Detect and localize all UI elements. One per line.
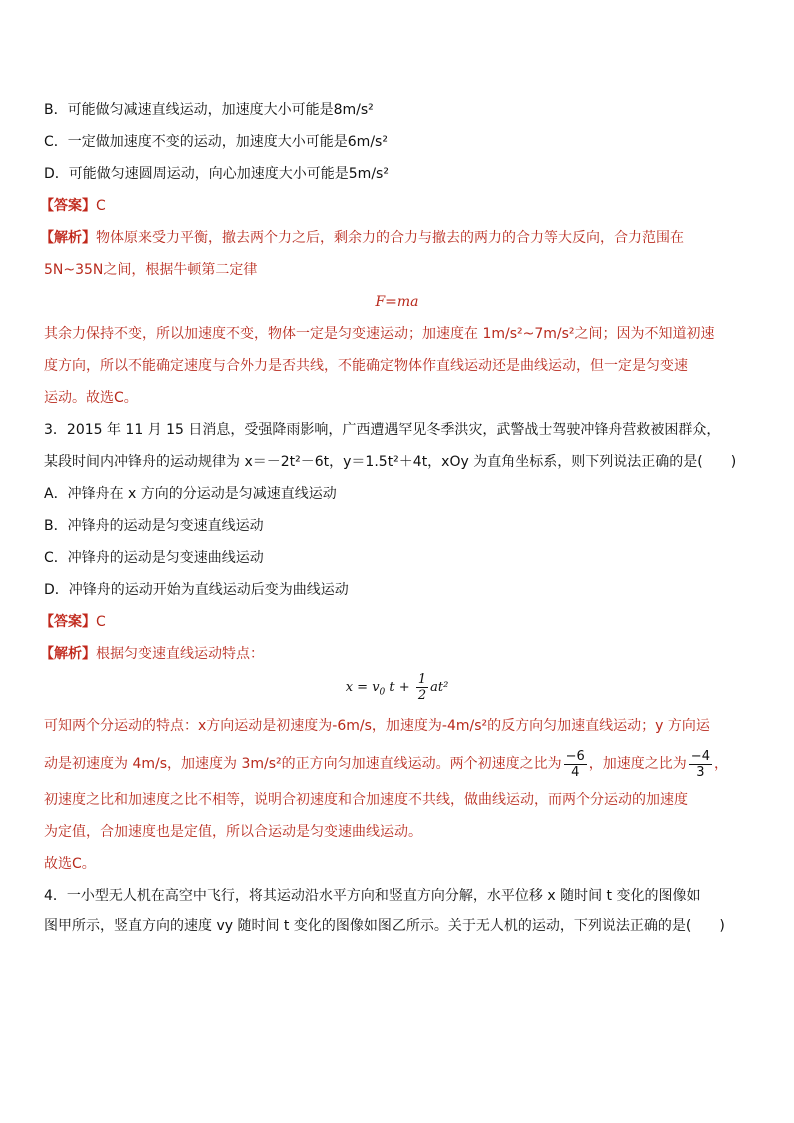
ratio-denominator: 3 bbox=[696, 764, 705, 780]
formula-right: at² bbox=[430, 680, 449, 695]
q3-option-c: C．冲锋舟的运动是匀变速曲线运动 bbox=[44, 550, 264, 566]
q4-stem-line-2: 图甲所示，竖直方向的速度 vy 随时间 t 变化的图像如图乙所示。关于无人机的运动，下列说法正确的是( ) bbox=[44, 918, 725, 934]
q2-option-d: D．可能做匀速圆周运动，向心加速度大小可能是5m/s² bbox=[44, 166, 389, 182]
answer-value: C bbox=[96, 614, 106, 630]
answer-value: C bbox=[96, 198, 106, 214]
answer-tag: 【答案】 bbox=[40, 614, 96, 630]
analysis-tag: 【解析】 bbox=[40, 646, 96, 662]
q4-stem-line-1: 4．一小型无人机在高空中飞行，将其运动沿水平方向和竖直方向分解，水平位移 x 随时间 t 变化的图像如 bbox=[44, 888, 701, 904]
ratio-denominator: 4 bbox=[571, 764, 580, 780]
analysis-text: 动是初速度为 4m/s，加速度为 3m/s²的正方向匀加速直线运动。两个初速度之比为 bbox=[44, 756, 562, 772]
ratio-numerator: −6 bbox=[565, 748, 585, 764]
q3-analysis-line-2: 可知两个分运动的特点：x方向运动是初速度为-6m/s，加速度为-4m/s²的反方向匀加速直线运动；y 方向运 bbox=[44, 718, 710, 734]
formula-left: x = v bbox=[345, 680, 380, 695]
fraction-numerator: 1 bbox=[417, 672, 427, 687]
fraction-denominator: 2 bbox=[417, 688, 427, 703]
q3-analysis-line-5: 为定值，合加速度也是定值，所以合运动是匀变速曲线运动。 bbox=[44, 824, 422, 840]
q3-analysis-line-6: 故选C。 bbox=[44, 856, 96, 872]
q2-formula: F=ma bbox=[375, 294, 419, 310]
q3-option-d: D．冲锋舟的运动开始为直线运动后变为曲线运动 bbox=[44, 582, 349, 598]
q3-kinematics-formula bbox=[0, 672, 794, 703]
formula-mid: t + bbox=[389, 680, 410, 695]
q3-option-a: A．冲锋舟在 x 方向的分运动是匀减速直线运动 bbox=[44, 486, 337, 502]
analysis-tag: 【解析】 bbox=[40, 230, 96, 246]
q2-answer bbox=[40, 196, 106, 216]
q2-analysis-line-3: 其余力保持不变，所以加速度不变，物体一定是匀变速运动；加速度在 1m/s²~7m/s²之间；因为不知道初速 bbox=[44, 326, 715, 342]
q2-option-b: B．可能做匀减速直线运动，加速度大小可能是8m/s² bbox=[44, 102, 374, 118]
ratio-numerator: −4 bbox=[690, 748, 710, 764]
q3-stem-line-2: 某段时间内冲锋舟的运动规律为 x＝－2t²－6t，y＝1.5t²＋4t，xOy 为直角坐标系，则下列说法正确的是( ) bbox=[44, 454, 737, 470]
formula-subscript: 0 bbox=[379, 687, 386, 698]
q2-option-c: C．一定做加速度不变的运动，加速度大小可能是6m/s² bbox=[44, 134, 388, 150]
acceleration-ratio bbox=[689, 749, 712, 780]
analysis-text: ，加速度之比为 bbox=[588, 756, 687, 772]
q3-analysis-line-1 bbox=[40, 644, 264, 664]
q3-stem-line-1: 3．2015 年 11 月 15 日消息，受强降雨影响，广西遭遇罕见冬季洪灾，武警战士驾驶冲锋舟营救被困群众， bbox=[44, 422, 721, 438]
analysis-text: 根据匀变速直线运动特点： bbox=[96, 646, 264, 662]
q2-analysis-line-5: 运动。故选C。 bbox=[44, 390, 138, 406]
initial-velocity-ratio bbox=[564, 749, 587, 780]
q2-analysis-line-2: 5N~35N之间，根据牛顿第二定律 bbox=[44, 262, 258, 278]
q3-analysis-line-3 bbox=[44, 746, 728, 782]
q3-answer bbox=[40, 612, 106, 632]
analysis-text: 物体原来受力平衡，撤去两个力之后，剩余力的合力与撤去的两力的合力等大反向，合力范围在 bbox=[96, 230, 684, 246]
q3-analysis-line-4: 初速度之比和加速度之比不相等，说明合初速度和合加速度不共线，做曲线运动，而两个分运动的加速度 bbox=[44, 792, 688, 808]
formula-fraction bbox=[416, 672, 428, 703]
q3-option-b: B．冲锋舟的运动是匀变速直线运动 bbox=[44, 518, 264, 534]
q2-analysis-line-4: 度方向，所以不能确定速度与合外力是否共线，不能确定物体作直线运动还是曲线运动，但一定是匀变速 bbox=[44, 358, 688, 374]
q2-analysis-line-1 bbox=[40, 228, 684, 248]
answer-tag: 【答案】 bbox=[40, 198, 96, 214]
analysis-text: ， bbox=[713, 756, 728, 772]
